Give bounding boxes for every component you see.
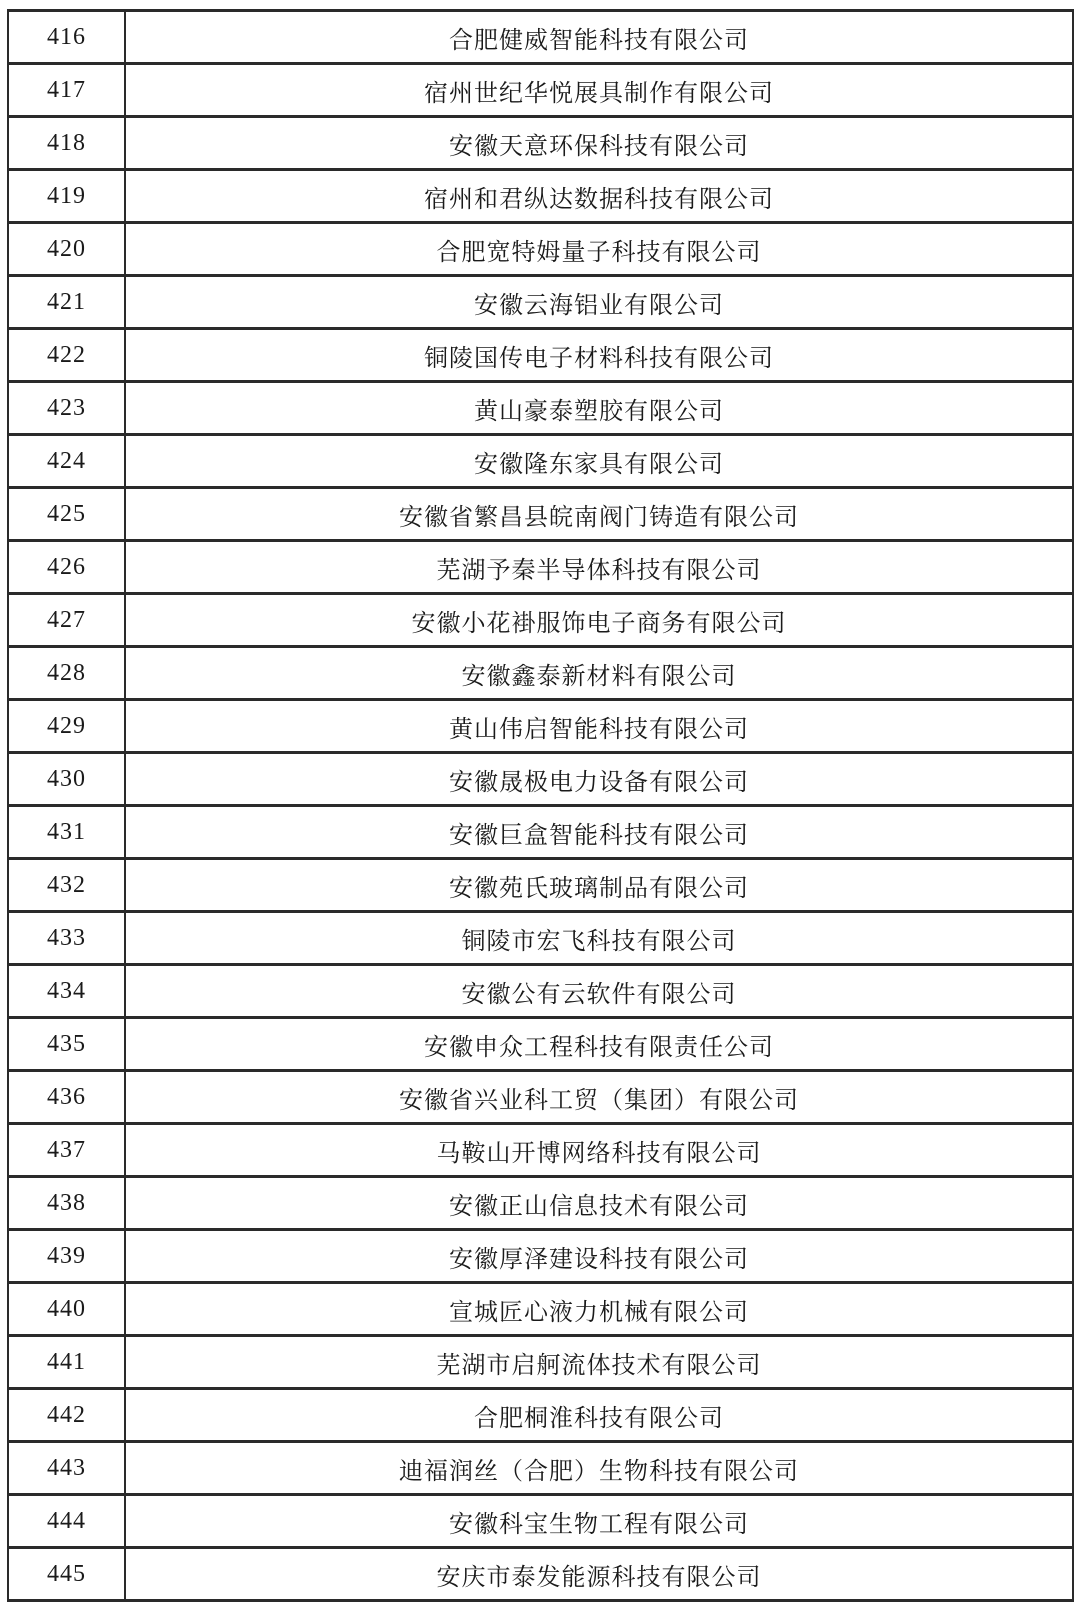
company-name: 安徽申众工程科技有限责任公司 (125, 1018, 1073, 1071)
row-number: 438 (8, 1177, 125, 1230)
row-number: 417 (8, 64, 125, 117)
table-row (8, 806, 1073, 859)
row-number: 443 (8, 1442, 125, 1495)
company-name: 安徽公有云软件有限公司 (125, 965, 1073, 1018)
row-number: 418 (8, 117, 125, 170)
row-number: 426 (8, 541, 125, 594)
table-row (8, 170, 1073, 223)
table-row (8, 1177, 1073, 1230)
table-row (8, 11, 1073, 64)
row-number: 434 (8, 965, 125, 1018)
row-number: 444 (8, 1495, 125, 1548)
company-name: 安徽天意环保科技有限公司 (125, 117, 1073, 170)
table-row (8, 1548, 1073, 1601)
table-row (8, 223, 1073, 276)
company-name: 迪福润丝（合肥）生物科技有限公司 (125, 1442, 1073, 1495)
row-number: 437 (8, 1124, 125, 1177)
company-name: 合肥健威智能科技有限公司 (125, 11, 1073, 64)
table-row (8, 64, 1073, 117)
company-list-body (8, 11, 1073, 1601)
company-name: 宣城匠心液力机械有限公司 (125, 1283, 1073, 1336)
row-number: 421 (8, 276, 125, 329)
row-number: 416 (8, 11, 125, 64)
company-name: 铜陵国传电子材料科技有限公司 (125, 329, 1073, 382)
row-number: 433 (8, 912, 125, 965)
table-row (8, 1071, 1073, 1124)
company-name: 合肥桐淮科技有限公司 (125, 1389, 1073, 1442)
company-name: 铜陵市宏飞科技有限公司 (125, 912, 1073, 965)
row-number: 423 (8, 382, 125, 435)
table-row (8, 647, 1073, 700)
company-name: 安徽云海铝业有限公司 (125, 276, 1073, 329)
company-name: 安庆市泰发能源科技有限公司 (125, 1548, 1073, 1601)
row-number: 424 (8, 435, 125, 488)
table-row (8, 1124, 1073, 1177)
row-number: 425 (8, 488, 125, 541)
row-number: 427 (8, 594, 125, 647)
table-row (8, 541, 1073, 594)
row-number: 429 (8, 700, 125, 753)
table-row (8, 435, 1073, 488)
row-number: 442 (8, 1389, 125, 1442)
row-number: 441 (8, 1336, 125, 1389)
row-number: 419 (8, 170, 125, 223)
table-row (8, 700, 1073, 753)
company-name: 黄山伟启智能科技有限公司 (125, 700, 1073, 753)
company-name: 马鞍山开博网络科技有限公司 (125, 1124, 1073, 1177)
row-number: 440 (8, 1283, 125, 1336)
company-name: 安徽科宝生物工程有限公司 (125, 1495, 1073, 1548)
table-row (8, 276, 1073, 329)
company-name: 安徽晟极电力设备有限公司 (125, 753, 1073, 806)
row-number: 439 (8, 1230, 125, 1283)
row-number: 430 (8, 753, 125, 806)
row-number: 445 (8, 1548, 125, 1601)
table-row (8, 1230, 1073, 1283)
row-number: 431 (8, 806, 125, 859)
company-name: 安徽小花褂服饰电子商务有限公司 (125, 594, 1073, 647)
table-row (8, 1336, 1073, 1389)
table-row (8, 1283, 1073, 1336)
company-name: 宿州和君纵达数据科技有限公司 (125, 170, 1073, 223)
table-row (8, 1495, 1073, 1548)
company-name: 安徽苑氏玻璃制品有限公司 (125, 859, 1073, 912)
table-row (8, 753, 1073, 806)
table-row (8, 594, 1073, 647)
company-name: 黄山豪泰塑胶有限公司 (125, 382, 1073, 435)
table-row (8, 1018, 1073, 1071)
company-list-table (7, 9, 1074, 1602)
row-number: 422 (8, 329, 125, 382)
table-row (8, 382, 1073, 435)
company-name: 安徽厚泽建设科技有限公司 (125, 1230, 1073, 1283)
row-number: 435 (8, 1018, 125, 1071)
row-number: 432 (8, 859, 125, 912)
company-name: 安徽巨盒智能科技有限公司 (125, 806, 1073, 859)
table-row (8, 117, 1073, 170)
company-name: 芜湖市启舸流体技术有限公司 (125, 1336, 1073, 1389)
row-number: 420 (8, 223, 125, 276)
company-name: 宿州世纪华悦展具制作有限公司 (125, 64, 1073, 117)
table-row (8, 965, 1073, 1018)
row-number: 428 (8, 647, 125, 700)
company-name: 芜湖予秦半导体科技有限公司 (125, 541, 1073, 594)
table-row (8, 912, 1073, 965)
table-row (8, 859, 1073, 912)
table-row (8, 329, 1073, 382)
table-row (8, 1389, 1073, 1442)
company-name: 安徽省兴业科工贸（集团）有限公司 (125, 1071, 1073, 1124)
company-name: 安徽隆东家具有限公司 (125, 435, 1073, 488)
company-name: 安徽鑫泰新材料有限公司 (125, 647, 1073, 700)
table-row (8, 1442, 1073, 1495)
row-number: 436 (8, 1071, 125, 1124)
company-name: 安徽正山信息技术有限公司 (125, 1177, 1073, 1230)
company-name: 合肥宽特姆量子科技有限公司 (125, 223, 1073, 276)
table-row (8, 488, 1073, 541)
company-name: 安徽省繁昌县皖南阀门铸造有限公司 (125, 488, 1073, 541)
